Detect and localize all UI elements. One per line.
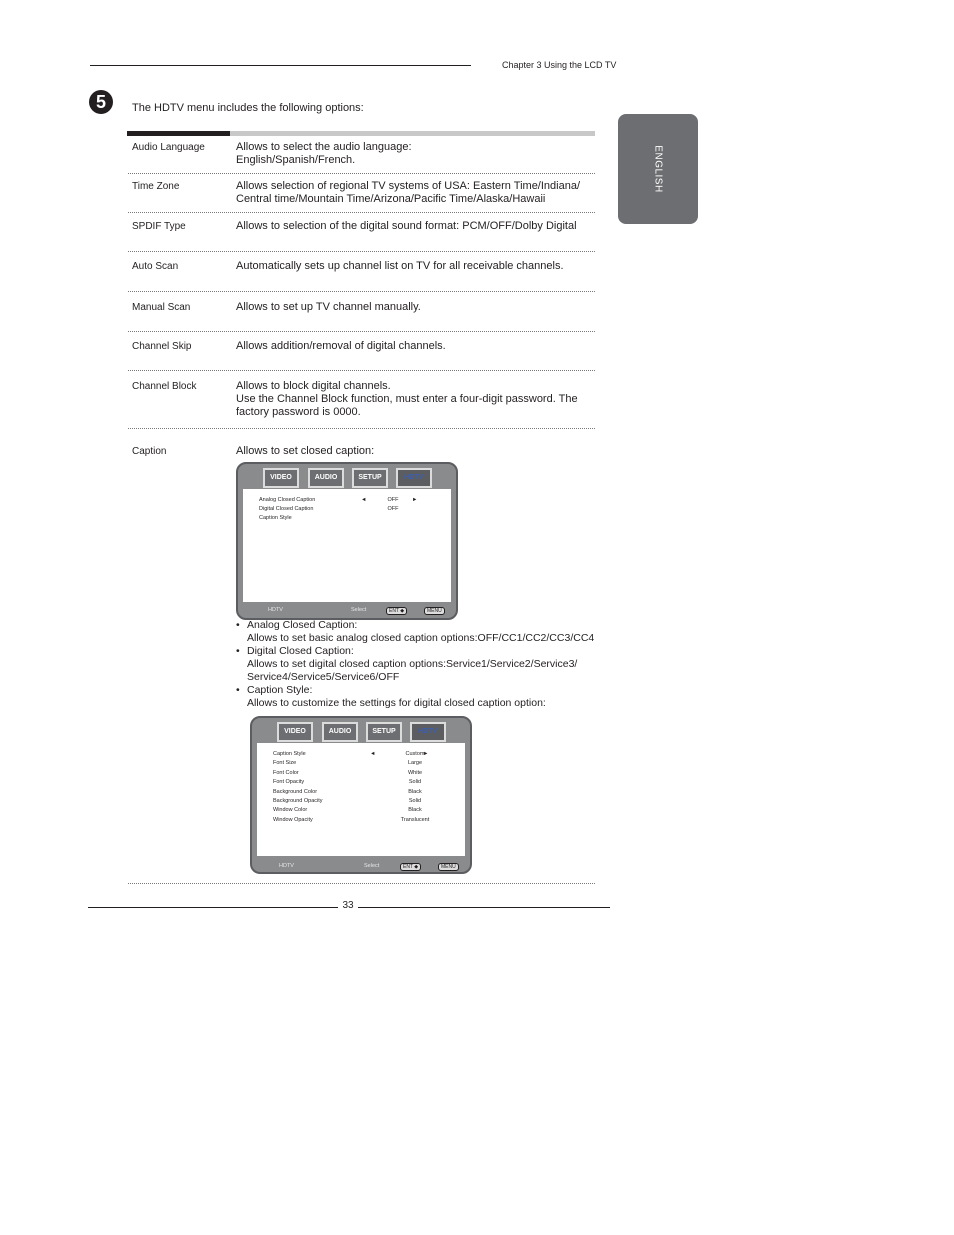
osd-item-label: Caption Style (273, 751, 306, 757)
row-separator (128, 331, 595, 332)
osd-footer-select: Select (351, 607, 367, 613)
bullet-text-line: Allows to set basic analog closed caption options:OFF/CC1/CC2/CC3/CC4 (247, 632, 595, 644)
table-top-bar-dark (127, 131, 230, 136)
osd-item-value: OFF (387, 506, 399, 512)
osd-item-label: Font Opacity (273, 779, 305, 786)
option-description-line: Allows addition/removal of digital channels. (236, 340, 446, 352)
option-description-line: Allows to block digital channels. (236, 380, 391, 392)
arrow-left-icon: ◄ (370, 751, 376, 757)
osd-footer-source: HDTV (279, 863, 294, 869)
osd-item-value: Solid (408, 779, 422, 786)
arrow-right-icon: ► (412, 497, 418, 503)
osd-item-value: OFF (387, 497, 399, 503)
option-term: Channel Skip (132, 341, 192, 352)
osd-panel (257, 743, 465, 856)
osd-tab-video: VIDEO (263, 468, 299, 488)
osd-item-label: Caption Style (259, 515, 292, 521)
bullet-title: Analog Closed Caption: (247, 619, 358, 631)
osd-tab-hdtv: HDTV (396, 468, 432, 488)
bullet-text-line: Service4/Service5/Service6/OFF (247, 671, 400, 683)
intro-text: The HDTV menu includes the following options: (132, 102, 364, 114)
chapter-title: Chapter 3 Using the LCD TV (502, 60, 617, 70)
osd-item-label: Window Opacity (273, 816, 313, 823)
osd-panel (243, 489, 451, 602)
osd-item-label: Font Color (273, 769, 299, 776)
table-bottom-rule (128, 883, 595, 884)
osd-item-label: Background Opacity (273, 798, 323, 804)
osd-item-label: Background Color (273, 788, 318, 795)
option-description-line: factory password is 0000. (236, 406, 361, 418)
osd-item-value: Black (408, 788, 422, 795)
option-term: Time Zone (132, 181, 180, 192)
option-term: SPDIF Type (132, 221, 186, 232)
osd-menu-button: MENU (424, 607, 445, 615)
row-separator (128, 251, 595, 252)
language-tab-label: ENGLISH (652, 145, 664, 193)
bullet-title: Caption Style: (247, 684, 313, 696)
option-term: Channel Block (132, 381, 197, 392)
osd-tab-audio: AUDIO (322, 722, 358, 742)
option-description-line: Automatically sets up channel list on TV for all receivable channels. (236, 260, 564, 272)
osd-footer-source: HDTV (268, 607, 283, 613)
osd-tab-bar (252, 722, 470, 742)
row-separator (128, 173, 595, 174)
option-term: Caption (132, 446, 167, 457)
bullet-icon: • (236, 645, 240, 657)
osd-item-value: Solid (408, 798, 422, 804)
osd-caption-menu (236, 462, 458, 620)
option-description-line: Allows to selection of the digital sound format: PCM/OFF/Dolby Digital (236, 220, 577, 232)
row-separator (128, 212, 595, 213)
osd-item-value: Translucent (400, 816, 430, 823)
row-separator (128, 291, 595, 292)
osd-item-value: Custom (405, 751, 425, 757)
arrow-left-icon: ◄ (361, 497, 367, 503)
osd-menu-button: MENU (438, 863, 459, 871)
osd-enter-button: ENT ◆ (400, 863, 421, 871)
table-top-bar-light (230, 131, 595, 136)
osd-tab-setup: SETUP (352, 468, 388, 488)
option-description-line: Allows to select the audio language: (236, 141, 412, 153)
osd-footer-select: Select (364, 863, 380, 869)
osd-item-label: Font Size (273, 760, 297, 767)
page-number: 33 (342, 900, 354, 911)
option-description-line: Central time/Mountain Time/Arizona/Pacific Time/Alaska/Hawaii (236, 193, 546, 205)
option-term: Auto Scan (132, 261, 179, 272)
osd-item-label: Window Color (273, 807, 308, 814)
osd-caption-style-menu (250, 716, 472, 874)
footer-rule-left (88, 907, 338, 908)
option-term: Manual Scan (132, 302, 191, 313)
row-separator (128, 370, 595, 371)
osd-tab-hdtv: HDTV (410, 722, 446, 742)
header-rule (90, 65, 471, 66)
osd-item-value: Large (407, 760, 423, 767)
osd-tab-bar (238, 468, 456, 488)
osd-tab-video: VIDEO (277, 722, 313, 742)
option-description-line: Allows to set closed caption: (236, 445, 375, 457)
bullet-icon: • (236, 684, 240, 696)
bullet-title: Digital Closed Caption: (247, 645, 354, 657)
osd-item-label: Analog Closed Caption (259, 497, 316, 503)
option-term: Audio Language (132, 142, 205, 153)
osd-item-value: Black (408, 807, 422, 814)
option-description-line: Use the Channel Block function, must enter a four-digit password. The (236, 393, 578, 405)
arrow-right-icon: ► (423, 751, 429, 757)
language-tab (618, 114, 698, 224)
bullet-icon: • (236, 619, 240, 631)
footer-rule-right (358, 907, 610, 908)
osd-item-value: White (407, 769, 423, 776)
option-description-line: Allows selection of regional TV systems of USA: Eastern Time/Indiana/ (236, 180, 581, 192)
osd-tab-setup: SETUP (366, 722, 402, 742)
osd-item-label: Digital Closed Caption (259, 506, 314, 512)
option-description-line: Allows to set up TV channel manually. (236, 301, 421, 313)
osd-tab-audio: AUDIO (308, 468, 344, 488)
bullet-text-line: Allows to customize the settings for digital closed caption option: (247, 697, 546, 709)
step-number-badge: 5 (89, 90, 113, 114)
bullet-text-line: Allows to set digital closed caption options:Service1/Service2/Service3/ (247, 658, 578, 670)
option-description-line: English/Spanish/French. (236, 154, 356, 166)
row-separator (128, 428, 595, 429)
osd-enter-button: ENT ◆ (386, 607, 407, 615)
